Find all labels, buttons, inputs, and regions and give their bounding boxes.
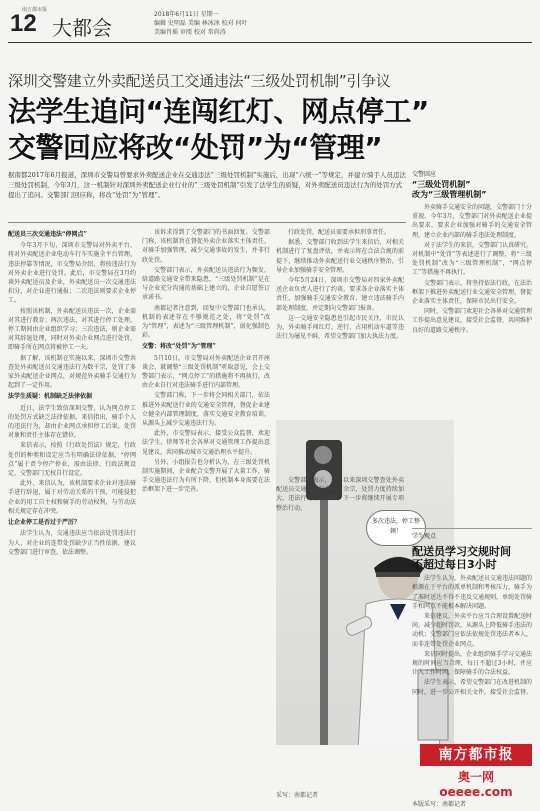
headline-kicker: 深圳交警建立外卖配送员工交通违法“三级处罚机制”引争议 [8, 72, 391, 90]
column-paragraph: 此外，市交警局表示，接受公众监督，欢迎法学生、律师等社会各界对交通管理工作提出意见建议，共同推动城市交通治理水平提升。 [142, 430, 270, 456]
edition-date: 2018年6月11日 星期一 [154, 11, 219, 18]
article-column-3-continued [276, 476, 404, 576]
sidebar-label-response: 交警回应 [412, 171, 437, 178]
column-subheading: 法学生质疑：机制缺乏法律依据 [8, 393, 93, 401]
lead-divider [8, 222, 406, 223]
sidebar-paragraph: 交警部门表示，将坚持依法行政，在法治框架下推进外卖配送行业交通安全管理，督促企业落实主体责任，保障市民出行安全。 [412, 279, 532, 306]
headline-main: 法学生追问“连闯红灯、网点停工” [8, 95, 429, 128]
section-title: 大都会 [52, 16, 112, 40]
column-paragraph: 另外，小组报告也分析认为，在三级处罚机制实施期间，企业配合交警开展了大量工作，骑手交通违法行为有所下降，但机制本身需要在法治框架下进一步完善。 [142, 458, 270, 494]
column-paragraph: 5月10日，市交警局对外卖配送企业召开座谈会，就调整“三级处罚机制”听取意见，会上交警部门表示，“网点停工”的措施将不再执行，改由企业自行对违法骑手进行内部管理。 [142, 354, 270, 390]
edition-meta [154, 10, 374, 37]
column-paragraph: 交警部门表示，今年以来深圳交警查处外卖配送员交通违法行为一万余宗，处罚力度持续加大，违法行为有所下降，下一步将继续开展专项整治行动。 [276, 477, 404, 512]
page-header [8, 6, 532, 43]
sidebar-title-2b: 不超过每日3小时 [412, 558, 497, 572]
column-paragraph: 据了解，该机制在实施以来，深圳市交警共查处外卖配送员交通违法行为数千宗，处罚了多家外卖配送企业网点，对规范外卖骑手交通行为起到了一定作用。 [8, 354, 136, 390]
traffic-light-lamp [314, 446, 332, 464]
sidebar-label-students: 学生观点 [412, 533, 437, 540]
article-lead: 据南都2017年6月报道，深圳市交警局曾要求外卖配送企业在交通违法“三级处罚机制”实施后，出现“六统一”等规定，并建立骑手人员违法三级处罚机制，今年3月，这一机制针对深圳外卖配送企业行业的“三级处罚机制”引发了法学生的质疑，对外卖配送员违法行为的处罚方式提出了追问。交警部门回应称，将改“处罚”为“管理”。 [8, 171, 406, 199]
sidebar-paragraph: 法学生认为，外卖配送员交通违法问题的根源在于平台的派单机制和考核压力，骑手为了准时送达不得不违反交通规则，单纯处罚骑手和网点不能根本解决问题。 [412, 575, 532, 610]
column-subheading: 让企业停工是否过于严厉？ [8, 519, 81, 527]
column-paragraph: 今年3月下旬，深圳市交警局对外卖平台，将对外卖配送企业电动车行车实施全平台管理，违法停靠等情况，市交警局介绍，将按违法行为对外卖企业进行处罚。此后，市交警局在3月约谈外卖配送员及企业，外卖配送员一次交通违法扣分，对企业进行通报；二次违法则要求企业停工。 [8, 242, 136, 305]
article-column-2 [142, 228, 270, 803]
sidebar-paragraph: 来信同时提出，企业组织骑手学习交通法规的时间应当合理，每日不超过3小时，并应计入工作时间，保障骑手的合法权益。 [412, 650, 532, 677]
column-paragraph: 交警部门称，下一步将会同相关部门，依法推进外卖配送行业的交通安全管理，督促企业建立健全内部管理制度，落实交通安全教育培训，从源头上减少交通违法行为。 [142, 392, 270, 428]
column-paragraph: 南都记者注意到，回复中交警部门也承认，机制的表述存在不够规范之处，将“处罚”改为“管理”，表述为“三级管理机制”，弱化强制色彩。 [142, 304, 270, 340]
article-byline: 采写：南都记者 [276, 792, 319, 799]
sidebar-paragraph: 来信建议，外卖平台应当合理设置配送时间，减少超时罚款，从源头上降低骑手违法的动机；交警部门应依法依规处罚违法者本人，而非连带处罚企业网点。 [412, 613, 532, 648]
sidebar-byline: 本版采写：南都记者 [412, 801, 467, 808]
edition-editors: 编辑 史明磊 美编 林冰冰 校对 何叶 [154, 20, 248, 27]
sidebar-paragraph: 法学生表示，希望交警部门在改进机制的同时，进一步公开相关文件，接受社会监督。 [412, 679, 532, 696]
column-subheading: 配送员三次交通违法“停网点” [8, 231, 87, 238]
sidebar-paragraph: 外卖骑手交通安全的问题，交警部门十分重视。今年3月，交警部门对外卖配送企业提出要求，要求企业加强对骑手的交通安全管理，建立企业内部的骑手违法处理制度。 [412, 204, 532, 239]
column-paragraph: 交警部门表示，外卖配送员违法行为频发，给道路交通安全带来隐患，“三级处罚机制”是在与企业充分沟通的基础上建立的，企业自愿签订承诺书。 [142, 266, 270, 302]
column-paragraph: 今年5月24日，深圳市交警局对四家外卖配送企业负责人进行了约谈，要求各企业落实主体责任，加强骑手交通安全教育，建立违法骑手内部处理制度，并定期向交警部门报备。 [276, 277, 404, 312]
column-paragraph: 法学生认为，交通违法应当依法处罚违法行为人，对企业的连带处罚缺少正当性依据，建议交警部门进行审查，依法调整。 [8, 530, 136, 556]
brand-logo: 南方都市报 [420, 744, 532, 766]
paper-name: 南方都市报 [22, 7, 48, 13]
column-paragraph: 来信表示，按照《行政处罚法》规定，行政处罚的种类和设定应当有明确法律依据，“停网点”属于责令停产停业，需由法律、行政法规设定，交警部门无权自行设定。 [8, 442, 136, 478]
column-paragraph: 这一交通安全隐患也引起市民关注，市民认为，外卖骑手闯红灯、逆行、占用机动车道等违法行为屡见不鲜，希望交警部门加大执法力度。 [276, 314, 404, 341]
column-paragraph: 近日，法学生致信深圳交警，认为网点停工的处罚方式缺乏法律依据。来信指出，骑手个人的违法行为，却由企业网点承担停工后果，处罚对象和责任主体存在错位。 [8, 404, 136, 440]
column-paragraph: 行政处罚，配送员需要承担刑事责任。 [288, 229, 391, 236]
page-number: 12 [10, 10, 37, 37]
brand-website-link[interactable]: 奥一网 oeeee.com [439, 770, 513, 799]
sidebar-divider [412, 528, 532, 529]
article-column-1 [8, 228, 136, 803]
edition-review: 美编肖瑶 审阅 校对 常尚涛 [154, 29, 226, 36]
headline-second: 交警回应将改“处罚”为“管理” [8, 131, 383, 164]
sidebar-response [412, 180, 532, 524]
column-paragraph: 此外，来信认为，该机制要求企业对违法骑手进行辞退，属于对劳动关系的干预，可能侵犯企业的用工自主权和骑手的劳动权利，与劳动法相关规定存在冲突。 [8, 480, 136, 515]
sidebar-title-2a: 配送员学习交规时间 [412, 545, 511, 559]
sidebar-title-1b: 改为“三级管理机制” [412, 190, 487, 199]
sidebar-title-1a: “三级处罚机制” [412, 180, 471, 189]
column-paragraph: 按照该机制，外卖配送员违法一次，企业需对其进行教育；两次违法，对其进行停工处理，停工期间由企业组织学习；三次违法，则企业需对其辞退处理，同时对外卖企业网点进行处罚，即骑手所在网点将被停工一天。 [8, 307, 136, 352]
sidebar-paragraph: 同时，交警部门欢迎社会各界对交通管理工作提出意见建议，接受社会监督，共同维护良好的道路交通秩序。 [412, 308, 532, 334]
column-paragraph: 该诉求得到了交警部门的书面回复。交警部门称，该机制旨在督促外卖企业落实主体责任，对骑手加强管理，减少交通事故的发生，并非行政处罚。 [142, 229, 270, 264]
sidebar-paragraph: 对于法学生的来信，交警部门认真研究，对机制中“处罚”等表述进行了调整，将“三级处罚机制”改为“三级管理机制”，“网点停工”等措施不再执行。 [412, 241, 532, 277]
column-paragraph: 据悉，交警部门收到法学生来信后，对相关机制进行了复盘评估，并表示将在合法合规的前提下，继续推动外卖配送行业交通秩序整治，引导企业加强骑手安全管理。 [276, 239, 404, 274]
column-subheading: 交警：将改“处罚”为“管理” [142, 343, 216, 351]
speech-bubble: 多次违法，停工整顿！ [366, 510, 426, 546]
